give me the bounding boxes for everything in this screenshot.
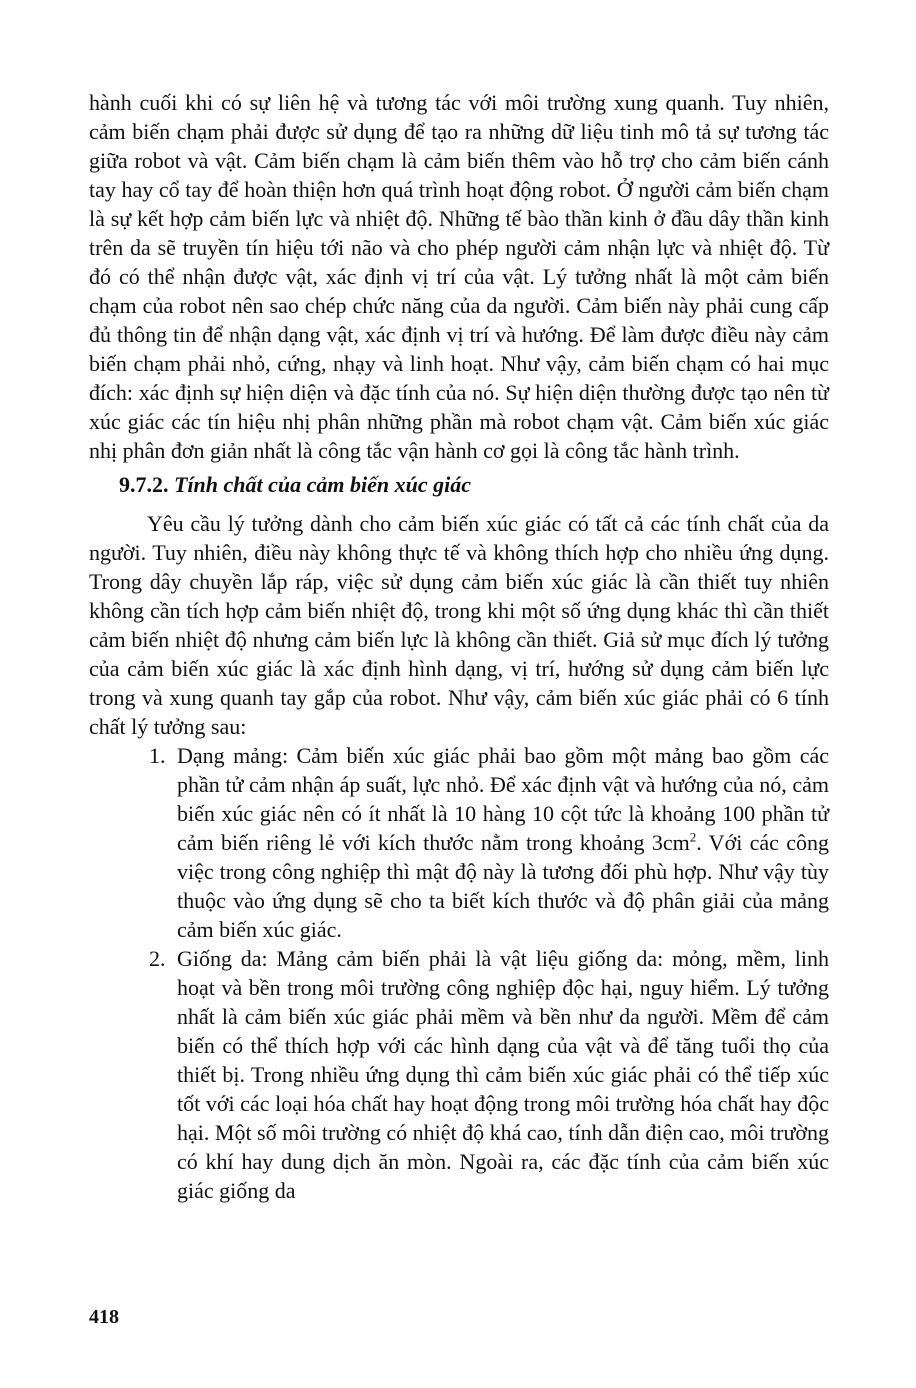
page-body <box>89 88 829 1205</box>
properties-list <box>89 741 829 1205</box>
section-heading <box>119 470 829 499</box>
intro-paragraph: Yêu cầu lý tưởng dành cho cảm biến xúc giác có tất cả các tính chất của da người. Tuy nhiên, điều này không thực tế và không thích hợp cho nhiều ứng dụng. Trong dây chuyền lắp ráp, việc sử dụng cảm biến xúc giác là cần thiết tuy nhiên không cần tích hợp cảm biến nhiệt độ, trong khi một số ứng dụng khác thì cần thiết cảm biến nhiệt độ nhưng cảm biến lực là không cần thiết. Giả sử mục đích lý tưởng của cảm biến xúc giác là xác định hình dạng, vị trí, hướng sử dụng cảm biến lực trong và xung quanh tay gắp của robot. Như vậy, cảm biến xúc giác phải có 6 tính chất lý tưởng sau: <box>89 511 829 739</box>
list-marker: 2. <box>149 946 166 971</box>
list-item <box>89 944 829 1205</box>
section-number: 9.7.2. <box>119 472 169 497</box>
superscript: 2 <box>689 829 697 845</box>
list-marker: 1. <box>149 743 166 768</box>
page-number: 418 <box>89 1306 119 1328</box>
list-item-text-cont: . Với các công việc trong công nghiệp thì mật độ này là tương đối phù hợp. Như vậy tùy thuộc vào ứng dụng sẽ cho ta biết kích thước và độ phân giải của mảng cảm biến xúc giác. <box>177 830 830 942</box>
list-item <box>89 741 829 944</box>
list-item-text: Dạng mảng: Cảm biến xúc giác phải bao gồm một mảng bao gồm các phần tử cảm nhận áp suất, lực nhỏ. Để xác định vật và hướng của nó, cảm biến xúc giác nên có ít nhất là 10 hàng 10 cột tức là khoảng 100 phần tử cảm biến riêng lẻ với kích thước nằm trong khoảng 3cm <box>177 743 829 855</box>
section-title: Tính chất của cảm biến xúc giác <box>174 472 471 497</box>
list-item-text: Giống da: Mảng cảm biến phải là vật liệu giống da: mỏng, mềm, linh hoạt và bền trong môi trường công nghiệp độc hại, nguy hiểm. Lý tưởng nhất là cảm biến xúc giác phải mềm và bền như da người. Mềm để cảm biến có thể thích hợp với các hình dạng của vật và để tăng tuổi thọ của thiết bị. Trong nhiều ứng dụng thì cảm biến xúc giác phải có thể tiếp xúc tốt với các loại hóa chất hay hoạt động trong môi trường hóa chất hay độc hại. Một số môi trường có nhiệt độ khá cao, tính dẫn điện cao, môi trường có khí hay dung dịch ăn mòn. Ngoài ra, các đặc tính của cảm biến xúc giác giống da <box>177 946 829 1203</box>
continued-paragraph: hành cuối khi có sự liên hệ và tương tác với môi trường xung quanh. Tuy nhiên, cảm biến chạm phải được sử dụng để tạo ra những dữ liệu tinh mô tả sự tương tác giữa robot và vật. Cảm biến chạm là cảm biến thêm vào hỗ trợ cho cảm biến cánh tay hay cổ tay để hoàn thiện hơn quá trình hoạt động robot. Ở người cảm biến chạm là sự kết hợp cảm biến lực và nhiệt độ. Những tế bào thần kinh ở đầu dây thần kinh trên da sẽ truyền tín hiệu tới não và cho phép người cảm nhận lực và nhiệt độ. Từ đó có thể nhận được vật, xác định vị trí của vật. Lý tưởng nhất là một cảm biến chạm của robot nên sao chép chức năng của da người. Cảm biến này phải cung cấp đủ thông tin để nhận dạng vật, xác định vị trí và hướng. Để làm được điều này cảm biến chạm phải nhỏ, cứng, nhạy và linh hoạt. Như vậy, cảm biến chạm có hai mục đích: xác định sự hiện diện và đặc tính của nó. Sự hiện diện thường được tạo nên từ xúc giác các tín hiệu nhị phân những phần mà robot chạm vật. Cảm biến xúc giác nhị phân đơn giản nhất là công tắc vận hành cơ gọi là công tắc hành trình. <box>89 90 829 463</box>
